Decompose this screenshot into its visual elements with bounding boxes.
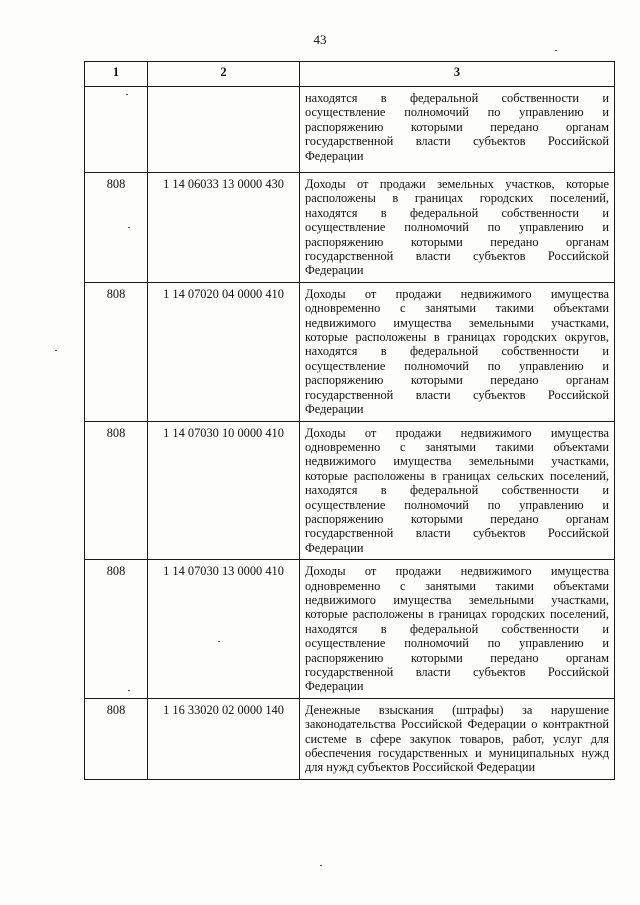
scan-speck <box>128 690 130 691</box>
column-header-3: 3 <box>300 62 615 87</box>
revenue-description-cell: Денежные взыскания (штрафы) за нарушение законодательства Российской Федерации о контрактной системе в сфере закупок товаров, работ, услуг для обеспечения государственных и муниципальных нужд для нужд субъектов Российской Федерации <box>300 698 615 779</box>
revenue-description-cell: Доходы от продажи недвижимого имущества одновременно с занятыми такими объектами недвижимого имущества земельными участками, которые расположены в границах городских поселений, находятся в федеральной собственности и осуществление полномочий по управлению и распоряжению которыми передано органам государственной власти субъектов Российской Федерации <box>300 560 615 699</box>
column-header-2: 2 <box>148 62 300 87</box>
table-header-row <box>85 62 615 87</box>
scan-speck <box>320 865 322 866</box>
table-row <box>85 421 615 560</box>
budget-code-table <box>84 61 615 780</box>
page-number: 43 <box>313 32 327 47</box>
scan-speck <box>218 641 220 642</box>
admin-code-cell <box>85 87 148 173</box>
admin-code-cell: 808 <box>85 282 148 421</box>
scan-speck <box>128 227 130 228</box>
table-row <box>85 87 615 173</box>
admin-code-cell: 808 <box>85 560 148 699</box>
revenue-description-cell: Доходы от продажи недвижимого имущества одновременно с занятыми такими объектами недвижимого имущества земельными участками, которые расположены в границах сельских поселений, находятся в федеральной собственности и осуществление полномочий по управлению и распоряжению которыми передано органам государственной власти субъектов Российской Федерации <box>300 421 615 560</box>
scan-speck <box>55 350 57 351</box>
table-row <box>85 282 615 421</box>
budget-classification-code-cell: 1 14 06033 13 0000 430 <box>148 173 300 283</box>
table-row <box>85 698 615 779</box>
budget-classification-code-cell: 1 16 33020 02 0000 140 <box>148 698 300 779</box>
scan-speck <box>126 94 128 95</box>
budget-classification-code-cell: 1 14 07020 04 0000 410 <box>148 282 300 421</box>
scan-speck <box>555 50 557 51</box>
budget-classification-code-cell <box>148 87 300 173</box>
table-row <box>85 173 615 283</box>
column-header-1: 1 <box>85 62 148 87</box>
admin-code-cell: 808 <box>85 421 148 560</box>
revenue-description-cell: Доходы от продажи земельных участков, которые расположены в границах городских поселений, находятся в федеральной собственности и осуществление полномочий по управлению и распоряжению которыми передано органам государственной власти субъектов Российской Федерации <box>300 173 615 283</box>
revenue-description-cell: Доходы от продажи недвижимого имущества одновременно с занятыми такими объектами недвижимого имущества земельными участками, которые расположены в границах городских округов, находятся в федеральной собственности и осуществление полномочий по управлению и распоряжению которыми передано органам государственной власти субъектов Российской Федерации <box>300 282 615 421</box>
admin-code-cell: 808 <box>85 698 148 779</box>
budget-classification-code-cell: 1 14 07030 10 0000 410 <box>148 421 300 560</box>
table-row <box>85 560 615 699</box>
revenue-description-cell: находятся в федеральной собственности и осуществление полномочий по управлению и распоряжению которыми передано органам государственной власти субъектов Российской Федерации <box>300 87 615 173</box>
admin-code-cell: 808 <box>85 173 148 283</box>
budget-classification-code-cell: 1 14 07030 13 0000 410 <box>148 560 300 699</box>
